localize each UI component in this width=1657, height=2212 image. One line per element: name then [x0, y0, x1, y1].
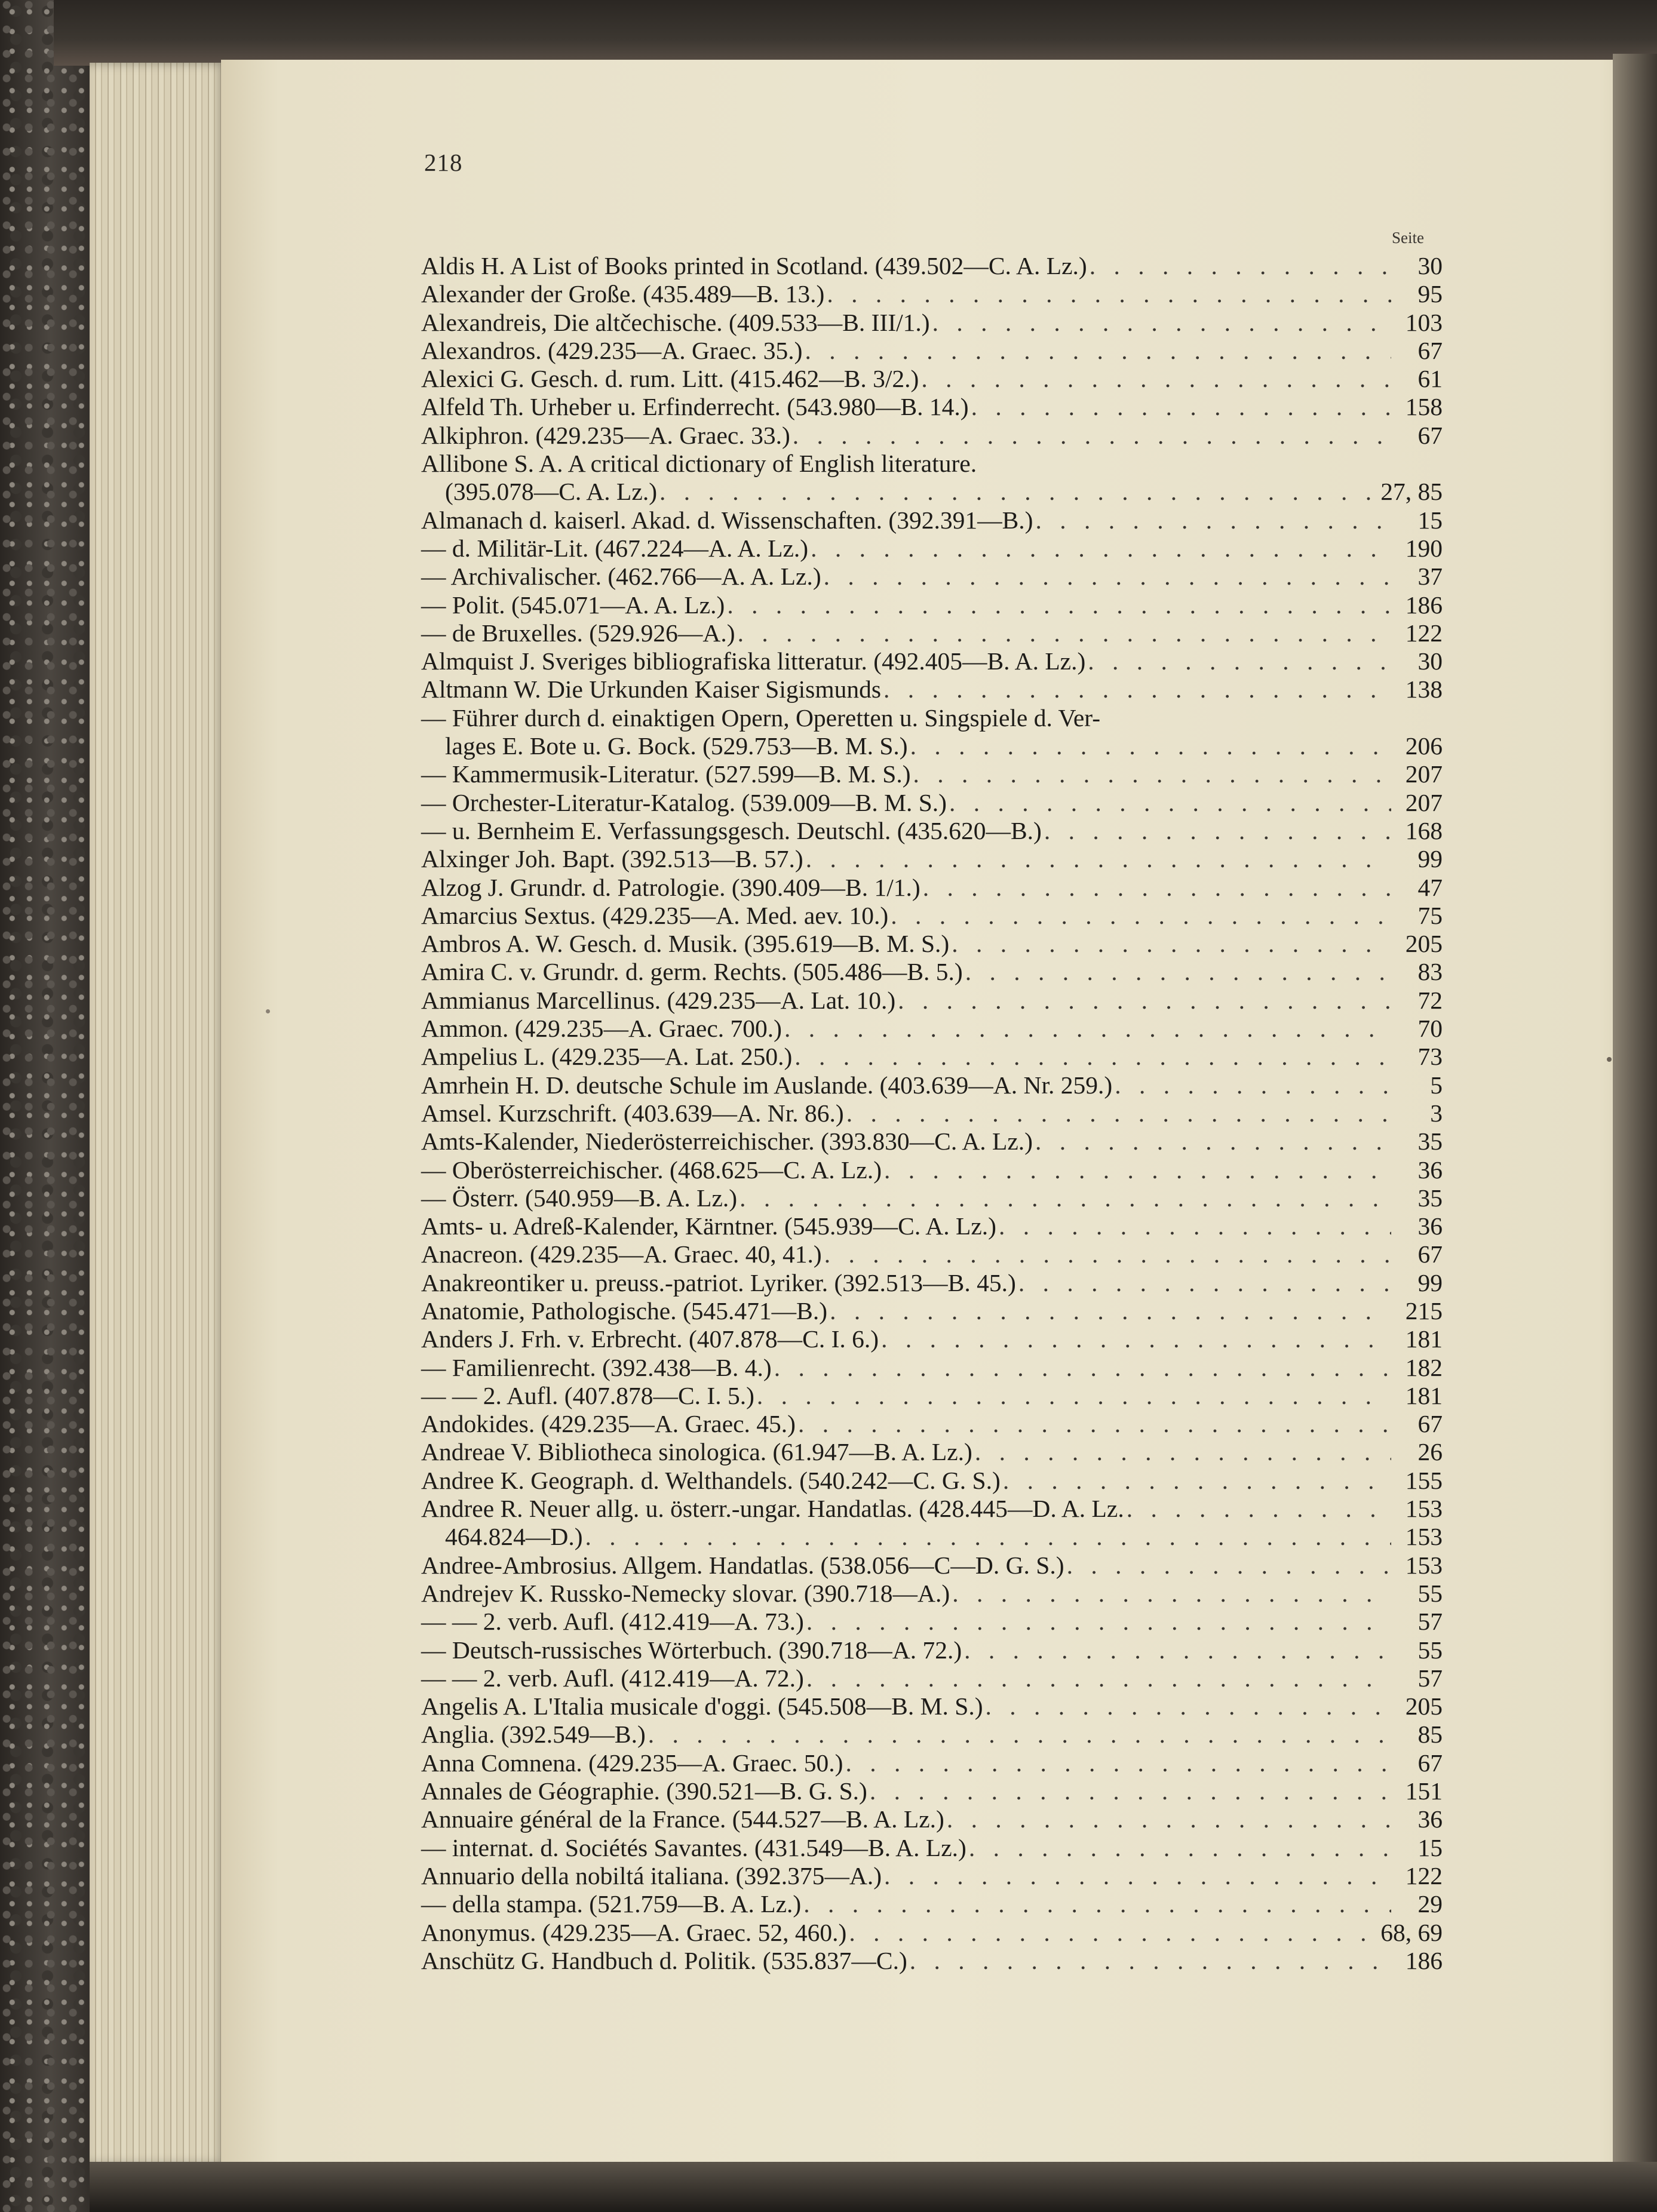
entry-text: Andreae V. Bibliotheca sinologica. (61.947—B. A. Lz.) [421, 1438, 972, 1466]
cover-top-edge [54, 0, 1657, 66]
index-entry [421, 1890, 1443, 1918]
entry-text: Amrhein H. D. deutsche Schule im Auslande. (403.639—A. Nr. 259.) [421, 1071, 1113, 1099]
entry-page-number: 27, 85 [1380, 478, 1443, 506]
index-entry [421, 1664, 1443, 1692]
index-entry [421, 760, 1443, 788]
entry-text: Annuaire général de la France. (544.527—B. A. Lz.) [421, 1805, 944, 1833]
entry-text: Amarcius Sextus. (429.235—A. Med. aev. 10.) [421, 901, 889, 929]
index-entry [421, 1325, 1443, 1353]
dot-leader [1088, 647, 1391, 675]
dot-leader [898, 987, 1391, 1015]
entry-text: Aldis H. A List of Books printed in Scotland. (439.502—C. A. Lz.) [421, 252, 1087, 279]
entry-text: Alzog J. Grundr. d. Patrologie. (390.409—B. 1/1.) [421, 873, 920, 901]
entry-page-number: 158 [1405, 393, 1443, 421]
entry-page-number: 181 [1405, 1325, 1443, 1353]
entry-page-number: 190 [1405, 534, 1443, 562]
index-entry [421, 1608, 1443, 1636]
dot-leader [975, 1438, 1391, 1466]
index-entry [421, 563, 1443, 591]
index-entry [421, 1947, 1443, 1975]
entry-text: Anatomie, Pathologische. (545.471—B.) [421, 1297, 828, 1325]
index-entry [421, 1552, 1443, 1580]
entry-text: Alexandros. (429.235—A. Graec. 35.) [421, 336, 803, 364]
dot-leader [846, 1099, 1391, 1127]
dot-leader [891, 902, 1391, 930]
entry-page-number: 155 [1405, 1466, 1443, 1494]
index-entry [421, 987, 1443, 1015]
entry-page-number: 67 [1417, 1240, 1443, 1268]
dot-leader [923, 874, 1391, 902]
entry-text: — — 2. Aufl. (407.878—C. I. 5.) [421, 1381, 754, 1409]
dot-leader [1115, 1071, 1391, 1099]
entry-text: — Kammermusik-Literatur. (527.599—B. M. S.) [421, 760, 911, 788]
dot-leader [971, 393, 1391, 421]
dot-leader [784, 1015, 1391, 1043]
index-entry [421, 252, 1443, 280]
index-entry [421, 1240, 1443, 1268]
index-entry [421, 1127, 1443, 1156]
entry-page-number: 35 [1417, 1127, 1443, 1156]
dot-leader [824, 1240, 1391, 1268]
index-entry [421, 422, 1443, 450]
dot-leader [824, 563, 1391, 591]
dot-leader [798, 1410, 1391, 1438]
index-entry [421, 1721, 1443, 1749]
dot-leader [952, 930, 1391, 958]
entry-page-number: 153 [1405, 1523, 1443, 1551]
dot-leader [845, 1749, 1391, 1777]
entry-page-number: 73 [1417, 1043, 1443, 1071]
page-number: 218 [424, 149, 463, 176]
index-entry [421, 1636, 1443, 1664]
index-entry [421, 1777, 1443, 1805]
index-entry [421, 1354, 1443, 1382]
index-entry [421, 1805, 1443, 1833]
dot-leader [806, 845, 1391, 873]
entry-text: Alexander der Große. (435.489—B. 13.) [421, 280, 825, 308]
entry-text: Anna Comnena. (429.235—A. Graec. 50.) [421, 1749, 843, 1777]
entry-text: (395.078—C. A. Lz.) [445, 478, 658, 506]
entry-text: — Archivalischer. (462.766—A. A. Lz.) [421, 563, 821, 591]
entry-text: — Oberösterreichischer. (468.625—C. A. Lz.) [421, 1156, 882, 1184]
entry-page-number: 153 [1405, 1495, 1443, 1523]
entry-text: Anonymus. (429.235—A. Graec. 52, 460.) [421, 1918, 847, 1946]
dot-leader [986, 1692, 1391, 1721]
dot-leader [999, 1212, 1391, 1240]
entry-text: Anders J. Frh. v. Erbrecht. (407.878—C. I. 6.) [421, 1325, 879, 1353]
index-entry [421, 789, 1443, 817]
entry-text: Andree R. Neuer allg. u. österr.-ungar. Handatlas. (428.445—D. A. Lz. [421, 1495, 1124, 1523]
dot-leader [659, 478, 1377, 506]
entry-text: — de Bruxelles. (529.926—A.) [421, 619, 735, 647]
entry-page-number: 67 [1417, 1410, 1443, 1438]
entry-text: Ampelius L. (429.235—A. Lat. 250.) [421, 1043, 793, 1071]
entry-text: — Österr. (540.959—B. A. Lz.) [421, 1184, 738, 1212]
dot-leader [1035, 1127, 1391, 1156]
dot-leader [965, 958, 1391, 986]
entry-page-number: 151 [1405, 1777, 1443, 1805]
entry-text: Anglia. (392.549—B.) [421, 1721, 646, 1749]
entry-page-number: 205 [1405, 1692, 1443, 1721]
entry-text: Amts-Kalender, Niederösterreichischer. (393.830—C. A. Lz.) [421, 1127, 1033, 1156]
entry-text: — Deutsch-russisches Wörterbuch. (390.718—A. 72.) [421, 1636, 962, 1664]
dot-leader [811, 534, 1391, 563]
index-entry [421, 675, 1443, 703]
index-entry [421, 1015, 1443, 1043]
entry-page-number: 30 [1417, 647, 1443, 675]
entry-text: Andrejev K. Russko-Nemecky slovar. (390.718—A.) [421, 1579, 950, 1607]
dot-leader [849, 1919, 1377, 1947]
entry-text: — — 2. verb. Aufl. (412.419—A. 73.) [421, 1608, 804, 1636]
dot-leader [883, 675, 1391, 703]
entry-page-number: 215 [1405, 1297, 1443, 1325]
entry-text: Ammon. (429.235—A. Graec. 700.) [421, 1015, 782, 1043]
index-entry [421, 1438, 1443, 1466]
entry-text: Andree K. Geograph. d. Welthandels. (540.242—C. G. S.) [421, 1466, 1001, 1494]
dot-leader [952, 1580, 1391, 1608]
index-entry [421, 817, 1443, 845]
index-entry [421, 450, 1443, 478]
entry-page-number: 186 [1405, 591, 1443, 619]
dot-leader [1044, 817, 1391, 845]
marbled-cover-left [0, 0, 102, 2212]
dot-leader [739, 1184, 1391, 1212]
entry-text: Angelis A. L'Italia musicale d'oggi. (545.508—B. M. S.) [421, 1692, 983, 1721]
bottom-page-edge [90, 2162, 1657, 2212]
index-entry [421, 1523, 1443, 1551]
dot-leader [949, 789, 1391, 817]
entry-page-number: 207 [1405, 788, 1443, 816]
dot-leader [648, 1721, 1391, 1749]
index-entry [421, 732, 1443, 760]
index-entry [421, 619, 1443, 647]
entry-text: Amts- u. Adreß-Kalender, Kärntner. (545.939—C. A. Lz.) [421, 1212, 996, 1240]
entry-text: Alexici G. Gesch. d. rum. Litt. (415.462—B. 3/2.) [421, 365, 919, 393]
entry-page-number: 103 [1405, 308, 1443, 336]
entry-text: — Polit. (545.071—A. A. Lz.) [421, 591, 725, 619]
entry-page-number: 36 [1417, 1212, 1443, 1240]
dot-leader [964, 1636, 1391, 1664]
entry-page-number: 95 [1417, 280, 1443, 308]
entry-text: — Führer durch d. einaktigen Opern, Operetten u. Singspiele d. Ver- [421, 703, 1101, 732]
dot-leader [738, 619, 1391, 647]
dot-leader [921, 365, 1391, 393]
index-entry [421, 280, 1443, 308]
entry-text: Amsel. Kurzschrift. (403.639—A. Nr. 86.) [421, 1099, 844, 1127]
entry-text: 464.824—D.) [445, 1523, 583, 1551]
paper-speck [266, 1009, 270, 1013]
dot-leader [884, 1862, 1391, 1890]
entry-page-number: 57 [1417, 1664, 1443, 1692]
entry-page-number: 26 [1417, 1438, 1443, 1466]
entry-page-number: 138 [1405, 675, 1443, 703]
dot-leader [910, 732, 1391, 760]
dot-leader [806, 1608, 1391, 1636]
index-entry [421, 337, 1443, 365]
entry-text: — Orchester-Literatur-Katalog. (539.009—B. M. S.) [421, 788, 947, 816]
page-stack-edges [90, 63, 227, 2165]
entry-page-number: 70 [1417, 1015, 1443, 1043]
entry-text: Allibone S. A. A critical dictionary of English literature. [421, 450, 977, 478]
dot-leader [913, 760, 1391, 788]
index-entry [421, 1919, 1443, 1947]
entry-text: — d. Militär-Lit. (467.224—A. A. Lz.) [421, 534, 809, 562]
dot-leader [827, 280, 1391, 308]
index-entry [421, 1834, 1443, 1862]
entry-text: — u. Bernheim E. Verfassungsgesch. Deutschl. (435.620—B.) [421, 816, 1042, 844]
entry-page-number: 122 [1405, 619, 1443, 647]
entry-page-number: 47 [1417, 873, 1443, 901]
index-entry [421, 1099, 1443, 1127]
entry-text: Almanach d. kaiserl. Akad. d. Wissenschaften. (392.391—B.) [421, 506, 1033, 534]
paper-speck [1607, 1057, 1612, 1062]
dot-leader [1018, 1269, 1391, 1297]
index-entry [421, 1467, 1443, 1495]
entry-text: Anschütz G. Handbuch d. Politik. (535.837—C.) [421, 1946, 907, 1974]
entry-page-number: 168 [1405, 816, 1443, 844]
entry-page-number: 35 [1417, 1184, 1443, 1212]
dot-leader [1003, 1467, 1391, 1495]
entry-page-number: 122 [1405, 1861, 1443, 1890]
entry-text: Alxinger Joh. Bapt. (392.513—B. 57.) [421, 845, 803, 873]
index-entry [421, 958, 1443, 986]
dot-leader [910, 1947, 1391, 1975]
entry-text: Andree-Ambrosius. Allgem. Handatlas. (538.056—C—D. G. S.) [421, 1551, 1064, 1579]
dot-leader [757, 1382, 1391, 1410]
right-page-edge [1613, 54, 1657, 2180]
index-entry [421, 1692, 1443, 1721]
dot-leader [1067, 1552, 1391, 1580]
column-header-seite: Seite [1392, 229, 1424, 247]
entry-text: Anakreontiker u. preuss.-patriot. Lyriker. (392.513—B. 45.) [421, 1268, 1016, 1297]
index-entry [421, 393, 1443, 421]
entry-page-number: 85 [1417, 1721, 1443, 1749]
entry-page-number: 72 [1417, 986, 1443, 1014]
dot-leader [794, 1043, 1391, 1071]
entry-text: Alfeld Th. Urheber u. Erfinderrecht. (543.980—B. 14.) [421, 393, 969, 421]
entry-page-number: 37 [1417, 563, 1443, 591]
dot-leader [932, 309, 1391, 337]
entry-page-number: 181 [1405, 1381, 1443, 1409]
entry-page-number: 67 [1417, 421, 1443, 449]
entry-text: lages E. Bote u. G. Bock. (529.753—B. M. S.) [445, 732, 908, 760]
entry-page-number: 182 [1405, 1353, 1443, 1381]
dot-leader [803, 1890, 1391, 1918]
entry-text: Ammianus Marcellinus. (429.235—A. Lat. 10.) [421, 986, 896, 1014]
entry-text: Altmann W. Die Urkunden Kaiser Sigismunds [421, 675, 881, 703]
index-entry [421, 309, 1443, 337]
entry-page-number: 15 [1417, 1833, 1443, 1861]
index-entry [421, 1410, 1443, 1438]
entry-page-number: 68, 69 [1380, 1918, 1443, 1946]
index-entry [421, 1212, 1443, 1240]
entry-text: Amira C. v. Grundr. d. germ. Rechts. (505.486—B. 5.) [421, 958, 963, 986]
dot-leader [585, 1523, 1391, 1551]
entry-text: — internat. d. Sociétés Savantes. (431.549—B. A. Lz.) [421, 1833, 966, 1861]
entry-page-number: 61 [1417, 365, 1443, 393]
entry-text: Andokides. (429.235—A. Graec. 45.) [421, 1410, 796, 1438]
entry-text: Annuario della nobiltá italiana. (392.375—A.) [421, 1861, 882, 1890]
dot-leader [830, 1297, 1391, 1325]
entry-text: Anacreon. (429.235—A. Graec. 40, 41.) [421, 1240, 822, 1268]
index-entry [421, 1580, 1443, 1608]
dot-leader [947, 1805, 1391, 1833]
entry-text: — Familienrecht. (392.438—B. 4.) [421, 1353, 772, 1381]
index-entry [421, 1269, 1443, 1297]
index-entry [421, 478, 1443, 506]
dot-leader [1127, 1495, 1391, 1523]
entry-page-number: 206 [1405, 732, 1443, 760]
dot-leader [870, 1777, 1391, 1805]
entry-page-number: 99 [1417, 1268, 1443, 1297]
entry-text: — della stampa. (521.759—B. A. Lz.) [421, 1890, 802, 1918]
index-entry [421, 534, 1443, 563]
index-entry [421, 1382, 1443, 1410]
index-entry [421, 1043, 1443, 1071]
entry-text: — — 2. verb. Aufl. (412.419—A. 72.) [421, 1664, 804, 1692]
entry-page-number: 29 [1417, 1890, 1443, 1918]
index-entry [421, 1495, 1443, 1523]
entry-page-number: 36 [1417, 1805, 1443, 1833]
dot-leader [774, 1354, 1391, 1382]
index-entry [421, 1156, 1443, 1184]
dot-leader [884, 1156, 1391, 1184]
dot-leader [881, 1325, 1391, 1353]
entry-page-number: 67 [1417, 1749, 1443, 1777]
entry-page-number: 15 [1417, 506, 1443, 534]
entry-page-number: 67 [1417, 336, 1443, 364]
entry-text: Almquist J. Sveriges bibliografiska litteratur. (492.405—B. A. Lz.) [421, 647, 1086, 675]
entry-page-number: 5 [1430, 1071, 1443, 1099]
index-entry [421, 902, 1443, 930]
dot-leader [806, 1664, 1391, 1692]
entry-page-number: 36 [1417, 1156, 1443, 1184]
entry-page-number: 205 [1405, 930, 1443, 958]
index-entry [421, 845, 1443, 873]
entry-page-number: 186 [1405, 1946, 1443, 1974]
entry-text: Annales de Géographie. (390.521—B. G. S.) [421, 1777, 867, 1805]
index-entry [421, 1862, 1443, 1890]
index-entry [421, 591, 1443, 619]
index-entry [421, 704, 1443, 732]
entry-page-number: 55 [1417, 1636, 1443, 1664]
index-entry [421, 874, 1443, 902]
dot-leader [1090, 252, 1391, 280]
index-entry [421, 1297, 1443, 1325]
dot-leader [969, 1834, 1391, 1862]
dot-leader [793, 422, 1391, 450]
entry-page-number: 153 [1405, 1551, 1443, 1579]
entry-page-number: 83 [1417, 958, 1443, 986]
index-entry [421, 1749, 1443, 1777]
dot-leader [1035, 506, 1391, 534]
index-entry [421, 930, 1443, 958]
entry-page-number: 207 [1405, 760, 1443, 788]
entry-page-number: 99 [1417, 845, 1443, 873]
index-entry [421, 1071, 1443, 1099]
entry-page-number: 3 [1430, 1099, 1443, 1127]
index-entry [421, 365, 1443, 393]
entry-page-number: 75 [1417, 901, 1443, 929]
index-entry [421, 647, 1443, 675]
entry-text: Alkiphron. (429.235—A. Graec. 33.) [421, 421, 790, 449]
index-entries [421, 252, 1443, 1975]
dot-leader [727, 591, 1391, 619]
index-entry [421, 506, 1443, 534]
index-entry [421, 1184, 1443, 1212]
entry-page-number: 57 [1417, 1608, 1443, 1636]
entry-text: Ambros A. W. Gesch. d. Musik. (395.619—B. M. S.) [421, 930, 950, 958]
dot-leader [805, 337, 1391, 365]
entry-page-number: 55 [1417, 1579, 1443, 1607]
entry-page-number: 30 [1417, 252, 1443, 279]
entry-text: Alexandreis, Die altčechische. (409.533—B. III/1.) [421, 308, 930, 336]
